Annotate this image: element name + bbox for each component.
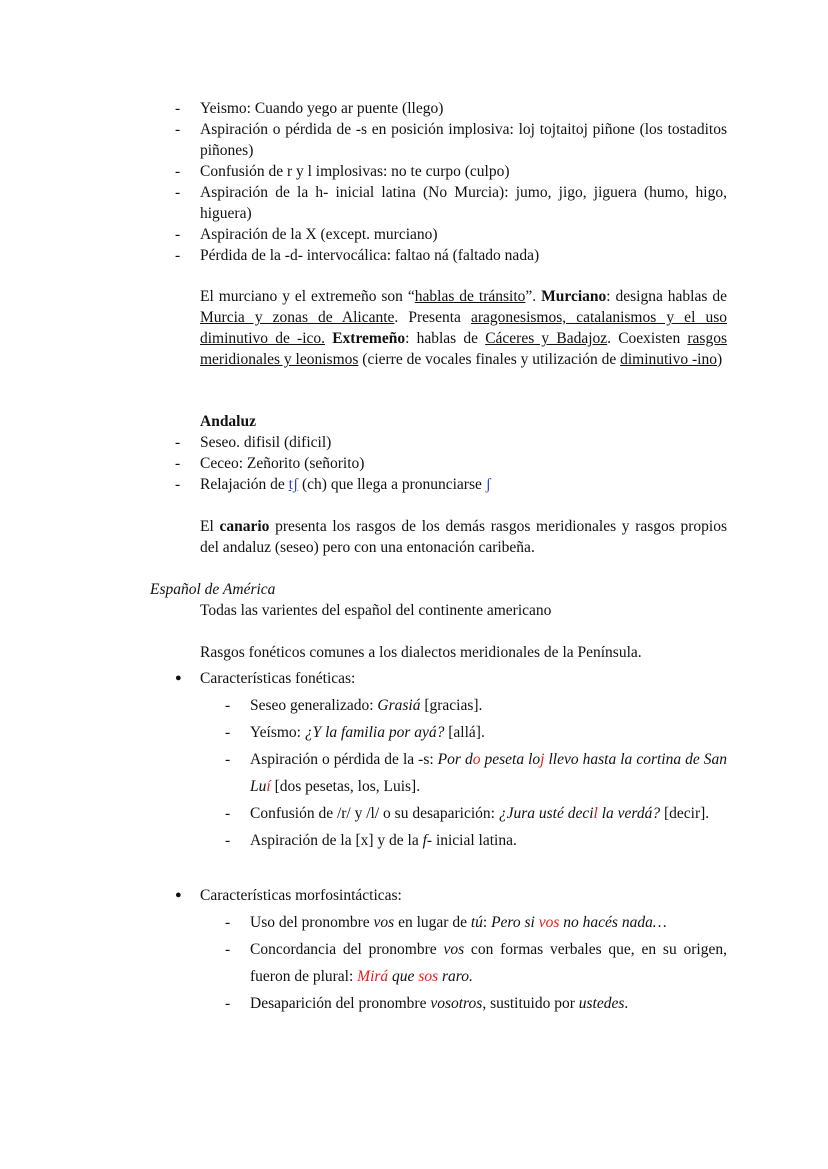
underlined-term: rasgos meridionales y leonismos (200, 330, 727, 368)
list-item: - Confusión de /r/ y /l/ o su desaparición: ¿Jura usté decil la verdá? [decir]. (225, 800, 727, 827)
list-item: - Seseo generalizado: Grasiá [gracias]. (225, 692, 727, 719)
bold-term-murciano: Murciano (541, 288, 607, 305)
transition-speech-paragraph: El murciano y el extremeño son “hablas de tránsito”. Murciano: designa hablas de Murcia y zonas de Alicante. Presenta aragonesismos, catalanismos y el uso diminutivo de -ico. Extremeño: hablas de Cáceres y Badajoz. Coexisten rasgos meridionales y leonismos (cierre de vocales finales y utilización de diminutivo -ino) (200, 288, 727, 368)
canario-paragraph: El canario presenta los rasgos de los demás rasgos meridionales y rasgos propios del andaluz (seseo) pero con una entonación caribeña. (200, 518, 727, 556)
list-item: - Relajación de tʃ (ch) que llega a pronunciarse ʃ (175, 474, 727, 495)
bullet-item (175, 668, 727, 689)
america-intro: Todas las varientes del español del continente americano (200, 602, 552, 619)
list-item: - Confusión de r y l implosivas: no te curpo (culpo) (175, 161, 727, 182)
dialect-features-list (175, 98, 727, 266)
list-item: - Desaparición del pronombre vosotros, sustituido por ustedes. (225, 990, 727, 1017)
list-item: - Aspiración de la h- inicial latina (No Murcia): jumo, jigo, jiguera (humo, higo, higuera) (175, 182, 727, 224)
andaluz-features-list (175, 432, 727, 495)
list-item: - Aspiración de la [x] y de la f- inicial latina. (225, 827, 727, 854)
list-item: - Aspiración o pérdida de la -s: Por do peseta loj llevo hasta la cortina de San Luí [dos pesetas, los, Luis]. (225, 746, 727, 800)
list-item: - Yeismo: Cuando yego ar puente (llego) (175, 98, 727, 119)
section-heading-america: Español de América (150, 581, 276, 598)
list-item: - Yeísmo: ¿Y la familia por ayá? [allá]. (225, 719, 727, 746)
list-item: - Ceceo: Zeñorito (señorito) (175, 453, 727, 474)
underlined-term: diminutivo -ino (620, 351, 717, 368)
underlined-term: hablas de tránsito (414, 288, 526, 305)
bullet-label: ● Características morfosintácticas: (200, 887, 402, 904)
list-item: - Pérdida de la -d- intervocálica: faltao ná (faltado nada) (175, 245, 727, 266)
list-item: - Seseo. difisil (dificil) (175, 432, 727, 453)
bold-term-extremeno: Extremeño (332, 330, 406, 347)
underlined-term: aragonesismos, catalanismos y el uso diminutivo de -ico. (200, 309, 727, 347)
america-rasgos: Rasgos fonéticos comunes a los dialectos meridionales de la Península. (200, 644, 642, 661)
list-item: - Aspiración o pérdida de -s en posición implosiva: loj tojtaitoj piñone (los tostaditos piñones) (175, 119, 727, 161)
phonetic-features-list (225, 692, 727, 854)
andaluz-heading: Andaluz (200, 413, 256, 430)
bullet-item (175, 885, 727, 906)
ipa-symbol: tʃ (288, 476, 299, 493)
list-item: - Aspiración de la X (except. murciano) (175, 224, 727, 245)
list-item: - Concordancia del pronombre vos con formas verbales que, en su origen, fueron de plural: Mirá que sos raro. (225, 936, 727, 990)
bold-term-canario: canario (219, 518, 270, 535)
list-item: - Uso del pronombre vos en lugar de tú: Pero si vos no hacés nada… (225, 909, 727, 936)
underlined-term: Murcia y zonas de Alicante (200, 309, 395, 326)
bullet-label: ● Características fonéticas: (200, 670, 356, 687)
underlined-term: Cáceres y Badajoz (485, 330, 608, 347)
ipa-symbol: ʃ (485, 476, 491, 493)
morphosyntactic-features-list (225, 909, 727, 1017)
